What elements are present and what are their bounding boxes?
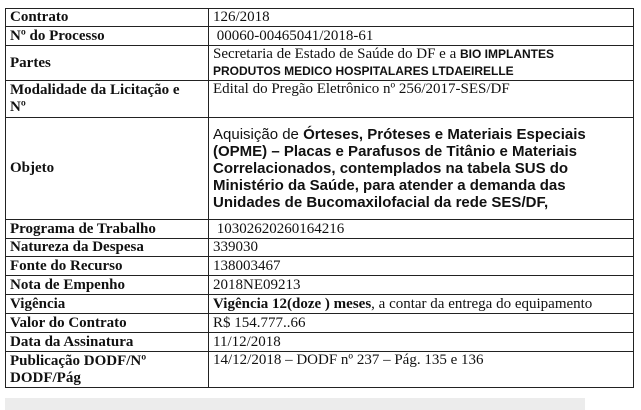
label-contrato: Contrato [6,9,209,27]
table-row [6,220,634,239]
objeto-prefix: Aquisição de [213,126,304,143]
value-empenho: 2018NE09213 [209,276,634,295]
partes-prefix: Secretaria de Estado de Saúde do DF e a [213,46,460,62]
table-row [6,9,634,27]
value-processo [209,27,634,46]
value-objeto [209,118,634,220]
value-valor: R$ 154.777..66 [209,314,634,333]
table-row [6,239,634,257]
label-fonte: Fonte do Recurso [6,257,209,276]
label-modalidade [6,81,209,118]
table-row [6,295,634,314]
value-contrato: 126/2018 [209,9,634,27]
table-row [6,118,634,220]
value-assinatura: 11/12/2018 [209,333,634,352]
value-vigencia [209,295,634,314]
partes-company-b: PRODUTOS MEDICO HOSPITALARES LTDAEIRELLE [213,64,514,78]
publicacao-line1: Publicação DODF/Nº [10,352,147,369]
label-assinatura: Data da Assinatura [6,333,209,352]
vigencia-term: Vigência 12(doze ) meses [213,295,372,312]
value-publicacao: 14/12/2018 – DODF nº 237 – Pág. 135 e 136 [209,352,634,388]
label-partes: Partes [6,46,209,81]
label-programa: Programa de Trabalho [6,220,209,239]
value-natureza: 339030 [209,239,634,257]
value-partes [209,46,634,81]
modalidade-line2: Nº [10,99,26,115]
value-programa [209,220,634,239]
label-valor: Valor do Contrato [6,314,209,333]
modalidade-line1: Modalidade da Licitação e [10,82,180,98]
processo-number: 00060-00465041/2018-61 [216,27,374,44]
table-row [6,46,634,81]
table-row [6,81,634,118]
objeto-description: Órteses, Próteses e Materiais Especiais (OPME) – Placas e Parafusos de Titânio e Materiais Correlacionados, contemplados na tabela SUS do Ministério da Saúde, para atender a demanda das Unidades de Bucomaxilofacial da rede SES/DF, [213,126,586,211]
table-row [6,314,634,333]
label-natureza: Natureza da Despesa [6,239,209,257]
publicacao-line2: DODF/Pág [10,369,81,386]
programa-number: 10302620260164216 [216,220,345,237]
label-empenho: Nota de Empenho [6,276,209,295]
table-row [6,352,634,388]
scan-footer-strip [5,398,585,410]
label-vigencia: Vigência [6,295,209,314]
contract-summary-table [5,8,634,388]
value-fonte: 138003467 [209,257,634,276]
table-row [6,333,634,352]
value-modalidade: Edital do Pregão Eletrônico nº 256/2017-SES/DF [209,81,634,118]
label-objeto: Objeto [6,118,209,220]
table-row [6,257,634,276]
label-publicacao [6,352,209,388]
table-row [6,27,634,46]
table-row [6,276,634,295]
label-processo: Nº do Processo [6,27,209,46]
vigencia-rest: , a contar da entrega do equipamento [371,295,593,312]
partes-company-a: BIO IMPLANTES [460,47,555,61]
